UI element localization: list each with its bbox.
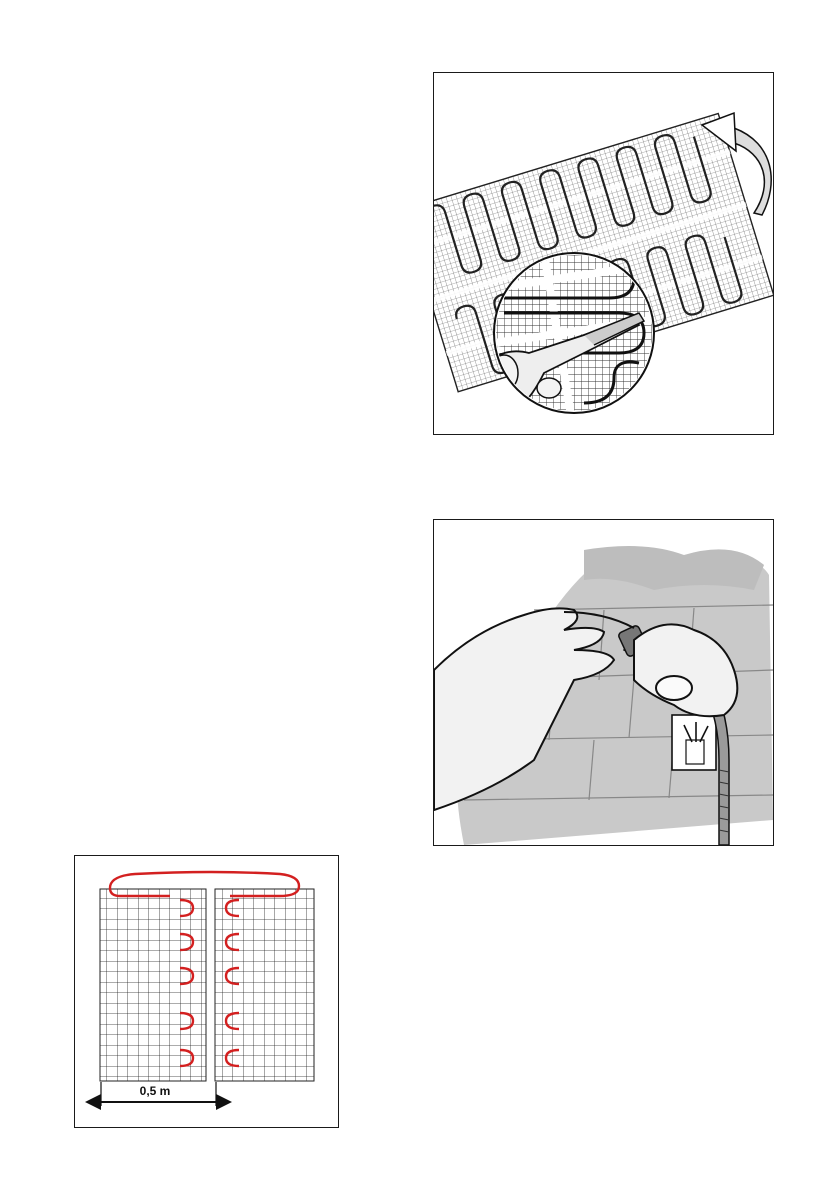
width-dimension — [85, 1082, 232, 1110]
dimension-label: 0,5 m — [139, 1084, 171, 1098]
mat-cutting-illustration — [433, 72, 774, 435]
arrow-left-icon — [85, 1094, 101, 1110]
junction-box — [672, 715, 716, 770]
mat-layout-diagram — [74, 855, 339, 1128]
cable-connection-illustration — [433, 519, 774, 846]
arrow-right-icon — [216, 1094, 232, 1110]
